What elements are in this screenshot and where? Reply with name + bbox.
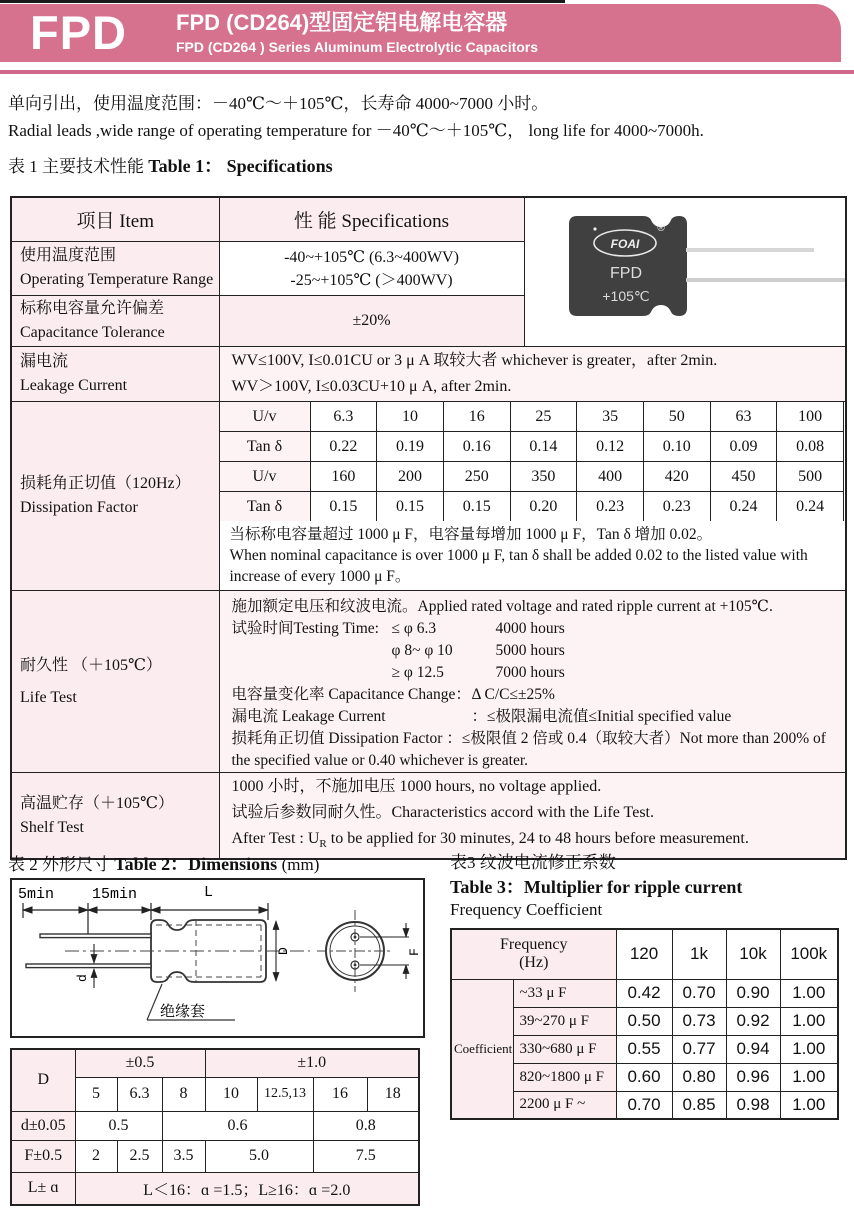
testing-time-label: 试验时间Testing Time:: [231, 620, 379, 637]
page-title: FPD (CD264)型固定铝电解电容器: [176, 10, 508, 35]
life-df-line1: 损耗角正切值 Dissipation Factor ：≤极限值 2 倍或 0.4（取较大者）Not more than 200% of: [231, 730, 826, 747]
df-cell: 0.12: [577, 432, 644, 462]
t1-leak-label-en: Leakage Current: [20, 377, 128, 394]
t1-tol-label-en: Capacitance Tolerance: [20, 323, 165, 341]
t1-temp-label: [11, 241, 219, 295]
photo-temp-text: +105℃: [601, 288, 650, 304]
shelf-line3-post: to be applied for 30 minutes, 24 to 48 hours before measurement.: [326, 830, 749, 847]
t3-freq-col: 120: [616, 929, 672, 979]
df-cell: 0.14: [510, 432, 577, 462]
intro-zh: 单向引出，使用温度范围：－40℃～＋105℃，长寿命 4000~7000 小时。: [8, 94, 549, 113]
t3-val: 0.70: [616, 1091, 672, 1119]
t2-f-val: 3.5: [162, 1140, 205, 1172]
df-cell: 450: [710, 462, 777, 492]
dim-15min-label: 15min: [92, 886, 138, 903]
testing-hours-2: 5000 hours: [495, 642, 565, 659]
life-testing-row3: [232, 662, 846, 684]
cap-change-label: 电容量变化率 Capacitance Change：: [231, 686, 471, 703]
t2-D-label: D: [11, 1049, 75, 1111]
t1-df-label-en: Dissipation Factor: [20, 499, 138, 516]
capacitor-lead-bottom: [686, 278, 845, 282]
t3-val: 0.90: [726, 979, 780, 1007]
t3-val: 0.98: [726, 1091, 780, 1119]
t1-temp-label-en: Operating Temperature Range: [20, 271, 214, 289]
t3-val: 0.92: [726, 1007, 780, 1035]
t3-coefficient-label: Coefficient: [451, 979, 513, 1119]
page-subtitle: FPD (CD264 ) Series Aluminum Electrolytic Capacitors: [176, 39, 539, 55]
table2-caption-en: Table 2：Dimensions: [114, 854, 282, 874]
t1-header-spec: 性 能 Specifications: [219, 197, 524, 241]
t1-tol-label-zh: 标称电容量允许偏差: [20, 299, 165, 317]
t1-leakage-content: [219, 347, 846, 402]
t1-header-item: 项目 Item: [11, 197, 219, 241]
df-cell: 0.19: [377, 432, 444, 462]
t2-f-val: 2: [75, 1140, 117, 1172]
t1-leak-line2: WV＞100V, I≤0.03CU+10 μ A, after 2min.: [231, 378, 512, 395]
shelf-line3-sub: R: [319, 838, 327, 851]
shelf-line3-pre: After Test : U: [231, 830, 320, 847]
t3-val: 0.77: [672, 1035, 726, 1063]
t3-val: 0.70: [672, 979, 726, 1007]
specifications-table: [10, 196, 847, 860]
t2-size: 10: [205, 1077, 257, 1111]
t1-tolerance-label: [11, 295, 219, 346]
life-testing-row2: [232, 640, 846, 662]
testing-size-3: ≥ φ 12.5: [391, 664, 444, 681]
shelf-line1: 1000 小时，不施加电压 1000 hours, no voltage applied.: [231, 778, 602, 795]
t1-shelf-label-zh: 高温贮存（＋105℃）: [20, 794, 174, 812]
life-line1: 施加额定电压和纹波电流。Applied rated voltage and rated ripple current at +105℃.: [231, 598, 773, 615]
ripple-multiplier-table: [450, 928, 839, 1120]
t2-size: 16: [313, 1077, 367, 1111]
shelf-line2: 试验后参数同耐久性。Characteristics accord with the Life Test.: [231, 804, 654, 821]
df-cell: 500: [777, 462, 844, 492]
table1-caption-en: Table 1： Specifications: [148, 156, 333, 176]
dim-5min-label: 5min: [18, 886, 55, 903]
t1-dissipation-content: [219, 402, 846, 591]
t1-df-label-zh: 损耗角正切值（120Hz）: [20, 475, 191, 492]
df-cell: 16: [443, 402, 510, 432]
t3-val: 0.42: [616, 979, 672, 1007]
t3-val: 0.50: [616, 1007, 672, 1035]
t3-freq-l2: (Hz): [519, 954, 549, 972]
t2-d-val: 0.6: [162, 1111, 313, 1140]
df-cell: 0.15: [310, 492, 377, 522]
testing-hours-3: 7000 hours: [495, 664, 565, 681]
t2-size: 8: [162, 1077, 205, 1111]
dim-D-label: D: [276, 947, 291, 955]
t2-tol-10: ±1.0: [205, 1049, 419, 1077]
t2-size: 5: [75, 1077, 117, 1111]
capacitor-lead-top: [686, 248, 814, 252]
life-leak-label: 漏电流 Leakage Current: [231, 708, 386, 725]
t2-d-val: 0.8: [313, 1111, 419, 1140]
t2-f-label: F±0.5: [11, 1140, 75, 1172]
df-cell: 0.10: [643, 432, 710, 462]
life-testing-row1: [232, 618, 846, 640]
table1-caption: [8, 152, 333, 178]
t2-f-val: 7.5: [313, 1140, 419, 1172]
df-cell: 0.23: [643, 492, 710, 522]
lead-top: [40, 934, 151, 938]
df-cell: 0.23: [577, 492, 644, 522]
sleeve-label: 绝缘套: [160, 1004, 206, 1020]
t3-val: 0.80: [672, 1063, 726, 1091]
df-r2-label: Tan δ: [219, 432, 310, 462]
dim-F-label: F: [407, 948, 422, 956]
t3-val: 1.00: [780, 1007, 838, 1035]
t3-val: 0.73: [672, 1007, 726, 1035]
t1-shelf-content: [219, 773, 846, 860]
df-note-zh: 当标称电容量超过 1000 μ F，电容量每增加 1000 μ F，Tan δ 增加 0.02。: [229, 526, 713, 543]
t1-temp-line2: -25~+105℃ (＞400WV): [290, 271, 453, 289]
t1-leakage-label: [11, 347, 219, 402]
t1-life-content: [219, 591, 846, 773]
t3-val: 1.00: [780, 1035, 838, 1063]
t2-l-label: L± ɑ: [11, 1172, 75, 1205]
t3-range: 330~680 μ F: [513, 1035, 616, 1063]
dissipation-subtable: [219, 402, 844, 523]
t1-temp-label-zh: 使用温度范围: [20, 247, 117, 265]
page-edge-line: [0, 0, 565, 3]
t2-f-val: 2.5: [117, 1140, 162, 1172]
t1-leak-line1: WV≤100V, I≤0.01CU or 3 μ A 取较大者 whichever is greater，after 2min.: [231, 352, 718, 369]
table2-caption-unit: (mm): [281, 855, 320, 874]
series-logo: FPD: [30, 6, 127, 59]
intro-en: Radial leads ,wide range of operating temperature for －40℃～＋105℃， long life for 4000~7000h.: [8, 121, 704, 140]
t1-life-label-en: Life Test: [20, 688, 77, 706]
df-r1-label: U/v: [219, 402, 310, 432]
lead-hole-bottom-dot: [354, 964, 357, 967]
df-cell: 250: [443, 462, 510, 492]
t3-freq-l1: Frequency: [499, 936, 568, 954]
table2-caption-zh: 表 2 外形尺寸: [8, 855, 115, 874]
df-cell: 420: [643, 462, 710, 492]
photo-series-text: FPD: [609, 265, 642, 282]
brand-text: FOAI: [610, 237, 639, 251]
df-cell: 200: [377, 462, 444, 492]
df-cell: 400: [577, 462, 644, 492]
capacitor-photo: [525, 198, 845, 341]
testing-size-1: ≤ φ 6.3: [391, 620, 437, 637]
df-cell: 350: [510, 462, 577, 492]
table3-caption-zh: 表3 纹波电流修正系数: [450, 853, 616, 872]
t2-f-val: 5.0: [205, 1140, 313, 1172]
t1-shelf-label: [11, 773, 219, 860]
df-r4-label: Tan δ: [219, 492, 310, 522]
header-titles: [176, 9, 538, 57]
t1-life-label-zh: 耐久性 （＋105℃）: [20, 656, 162, 674]
df-cell: 10: [377, 402, 444, 432]
t3-freq-header: [451, 929, 616, 979]
t2-size: 18: [367, 1077, 419, 1111]
df-cell: 0.15: [443, 492, 510, 522]
t2-d-label: d±0.05: [11, 1111, 75, 1140]
life-leakage: [232, 706, 846, 728]
t3-range: 2200 μ F ~: [513, 1091, 616, 1119]
life-leak-value: ：≤极限漏电流值≤Initial specified value: [471, 708, 732, 725]
df-cell: 50: [643, 402, 710, 432]
df-cell: 35: [577, 402, 644, 432]
t1-leak-label-zh: 漏电流: [20, 353, 69, 370]
lead-bottom: [26, 964, 151, 968]
table3-caption-en: Table 3：Multiplier for ripple current: [450, 877, 743, 897]
capacitor-photo-cell: [524, 197, 846, 347]
t1-temp-line1: -40~+105℃ (6.3~400WV): [284, 248, 459, 266]
t1-tolerance-value: ±20%: [219, 295, 524, 346]
t1-temp-value: [219, 241, 524, 295]
t1-dissipation-label: [11, 402, 219, 591]
df-cell: 6.3: [310, 402, 377, 432]
t3-range: ~33 μ F: [513, 979, 616, 1007]
t3-val: 0.55: [616, 1035, 672, 1063]
brand-reg-mark: ®: [656, 223, 665, 234]
testing-hours-1: 4000 hours: [495, 620, 565, 637]
df-cell: 0.22: [310, 432, 377, 462]
t1-shelf-label-en: Shelf Test: [20, 818, 84, 836]
t3-range: 820~1800 μ F: [513, 1063, 616, 1091]
df-cell: 0.15: [377, 492, 444, 522]
t3-val: 1.00: [780, 979, 838, 1007]
table3-caption-sub: Frequency Coefficient: [450, 900, 603, 919]
lead-hole-top-dot: [354, 936, 357, 939]
t3-val: 1.00: [780, 1063, 838, 1091]
header-band: [0, 4, 841, 62]
t3-val: 0.94: [726, 1035, 780, 1063]
t2-l-note: L＜16：ɑ =1.5；L≥16：ɑ =2.0: [75, 1172, 419, 1205]
dim-L-label: L: [204, 884, 214, 901]
df-cell: 0.20: [510, 492, 577, 522]
df-cell: 0.24: [710, 492, 777, 522]
dimension-drawing: [10, 878, 425, 1043]
table1-caption-zh: 表 1 主要技术性能: [8, 157, 149, 176]
t3-freq-col: 100k: [780, 929, 838, 979]
intro-text: [8, 90, 704, 144]
t3-val: 0.96: [726, 1063, 780, 1091]
t1-life-label: [11, 591, 219, 773]
t3-freq-col: 1k: [672, 929, 726, 979]
t2-d-val: 0.5: [75, 1111, 162, 1140]
dimensions-table: [10, 1048, 420, 1206]
df-cell: 100: [777, 402, 844, 432]
life-df-line2: the specified value or 0.40 whichever is greater.: [231, 752, 529, 769]
t3-range: 39~270 μ F: [513, 1007, 616, 1035]
df-note-en1: When nominal capacitance is over 1000 μ F, tan δ shall be added 0.02 to the listed value with: [229, 547, 808, 564]
df-cell: 0.16: [443, 432, 510, 462]
header-rule: [0, 70, 854, 74]
t2-size: 6.3: [117, 1077, 162, 1111]
polarity-dot: [593, 227, 596, 230]
df-cell: 0.24: [777, 492, 844, 522]
df-cell: 0.08: [777, 432, 844, 462]
t3-val: 1.00: [780, 1091, 838, 1119]
df-r3-label: U/v: [219, 462, 310, 492]
t2-size: 12.5,13: [257, 1077, 313, 1111]
dim-d-label: d: [75, 974, 90, 982]
cap-change-value: Δ C/C≤±25%: [471, 686, 555, 703]
t3-val: 0.85: [672, 1091, 726, 1119]
life-cap-change: [232, 684, 846, 706]
df-cell: 160: [310, 462, 377, 492]
table2-caption: [8, 850, 319, 876]
t3-val: 0.60: [616, 1063, 672, 1091]
df-cell: 25: [510, 402, 577, 432]
testing-size-2: φ 8~ φ 10: [391, 642, 453, 659]
df-cell: 0.09: [710, 432, 777, 462]
t2-tol-05: ±0.5: [75, 1049, 205, 1077]
t3-freq-col: 10k: [726, 929, 780, 979]
dissipation-note: [220, 521, 846, 590]
df-note-en2: increase of every 1000 μ F。: [229, 568, 411, 585]
df-cell: 63: [710, 402, 777, 432]
